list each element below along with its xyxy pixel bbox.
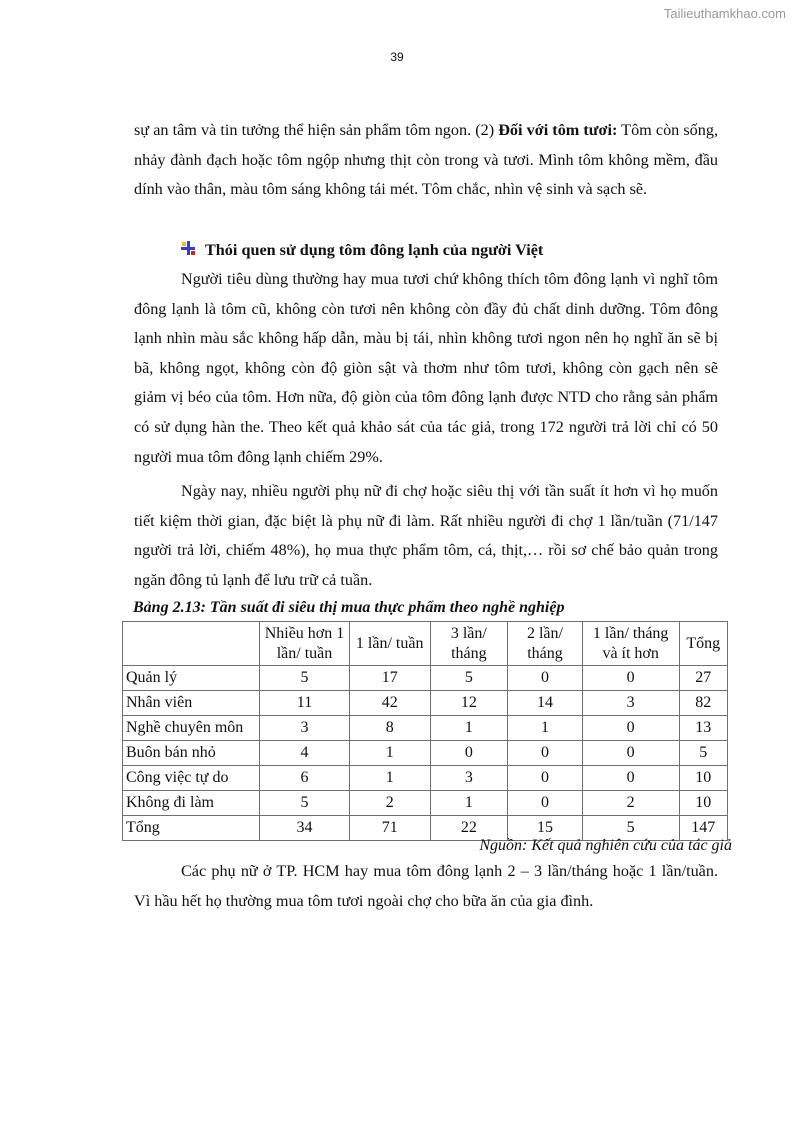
table-cell: 6 xyxy=(260,766,350,791)
table-cell: 13 xyxy=(679,716,727,741)
table-cell: 42 xyxy=(349,691,430,716)
table-cell: 4 xyxy=(260,741,350,766)
header-cell-weekly: 1 lần/ tuần xyxy=(349,622,430,666)
row-label: Quản lý xyxy=(123,666,260,691)
table-cell: 34 xyxy=(260,816,350,841)
table-cell: 1 xyxy=(508,716,583,741)
table-cell: 0 xyxy=(430,741,508,766)
table-cell: 0 xyxy=(582,666,679,691)
table-cell: 12 xyxy=(430,691,508,716)
header-cell-2-monthly: 2 lần/ tháng xyxy=(508,622,583,666)
table-cell: 1 xyxy=(430,716,508,741)
paragraph-shopping-frequency xyxy=(134,477,718,595)
table-cell: 1 xyxy=(430,791,508,816)
section-heading-text: Thói quen sử dụng tôm đông lạnh của người Việt xyxy=(205,241,544,259)
frequency-table xyxy=(122,621,728,841)
table-cell: 17 xyxy=(349,666,430,691)
table-cell: 11 xyxy=(260,691,350,716)
watermark: Tailieuthamkhao.com xyxy=(663,6,786,21)
row-label: Không đi làm xyxy=(123,791,260,816)
table-row xyxy=(123,666,728,691)
table-row xyxy=(123,766,728,791)
table-cell: 0 xyxy=(508,741,583,766)
table-cell: 14 xyxy=(508,691,583,716)
table-cell: 0 xyxy=(508,666,583,691)
table-cell: 3 xyxy=(260,716,350,741)
table-cell: 3 xyxy=(430,766,508,791)
header-cell-occupation xyxy=(123,622,260,666)
row-label: Công việc tự do xyxy=(123,766,260,791)
table-row xyxy=(123,691,728,716)
header-cell-more-than-weekly: Nhiều hơn 1 lần/ tuần xyxy=(260,622,350,666)
para3-text: Ngày nay, nhiều người phụ nữ đi chợ hoặc siêu thị với tần suất ít hơn vì họ muốn tiết kiệm thời gian, đặc biệt là phụ nữ đi làm. Rất nhiều người đi chợ 1 lần/tuần (71/147 người trả lời, chiếm 48%), họ mua thực phẩm tôm, cá, thịt,… rồi sơ chế bảo quản trong ngăn đông tủ lạnh để lưu trữ cả tuần. xyxy=(134,482,718,589)
table-cell: 5 xyxy=(260,666,350,691)
section-heading xyxy=(180,236,543,265)
table-cell: 0 xyxy=(582,716,679,741)
table-row xyxy=(123,791,728,816)
bullet-cross-icon xyxy=(180,240,196,256)
table-cell: 5 xyxy=(582,816,679,841)
para2-text: Người tiêu dùng thường hay mua tươi chứ không thích tôm đông lạnh vì nghĩ tôm đông lạnh là tôm cũ, không còn tươi nên không còn đầy đủ chất dinh dưỡng. Tôm đông lạnh nhìn màu sắc không hấp dẫn, màu bị tái, nhìn không tươi ngon nên họ nghĩ ăn sẽ bị bã, không ngọt, không còn độ giòn sật và thơm như tôm tươi, không còn gạch nên sẽ giảm vị béo của tôm. Hơn nữa, độ giòn của tôm đông lạnh được NTD cho rằng sản phẩm có sử dụng hàn the. Theo kết quả khảo sát của tác giả, trong 172 người trả lời chỉ có 50 người mua tôm đông lạnh chiếm 29%. xyxy=(134,270,718,466)
table-cell: 5 xyxy=(430,666,508,691)
header-cell-3-monthly: 3 lần/ tháng xyxy=(430,622,508,666)
table-cell: 2 xyxy=(349,791,430,816)
table-cell: 0 xyxy=(508,791,583,816)
table-cell: 0 xyxy=(508,766,583,791)
page-number: 39 xyxy=(390,50,404,64)
table-cell: 5 xyxy=(260,791,350,816)
row-label: Tổng xyxy=(123,816,260,841)
table-cell: 82 xyxy=(679,691,727,716)
paragraph-frozen-shrimp xyxy=(134,265,718,472)
para1-text-after: Tôm còn sống, nhảy đành đạch hoặc tôm ngộp nhưng thịt còn trong và tươi. Mình tôm không mềm, đầu dính vào thân, màu tôm sáng không tái mét. Tôm chắc, nhìn vệ sinh và sạch sẽ. xyxy=(134,121,718,199)
table-cell: 27 xyxy=(679,666,727,691)
table-cell: 1 xyxy=(349,741,430,766)
row-label: Nghề chuyên môn xyxy=(123,716,260,741)
table-cell: 1 xyxy=(349,766,430,791)
row-label: Buôn bán nhỏ xyxy=(123,741,260,766)
table-row xyxy=(123,716,728,741)
table-source-note: Nguồn: Kết quả nghiên cứu của tác giả xyxy=(479,837,732,854)
table-cell: 8 xyxy=(349,716,430,741)
para1-text-before: sự an tâm và tin tưởng thể hiện sản phẩm tôm ngon. (2) xyxy=(134,121,499,139)
table-cell: 71 xyxy=(349,816,430,841)
header-cell-monthly-or-less: 1 lần/ tháng và ít hơn xyxy=(582,622,679,666)
table-cell: 3 xyxy=(582,691,679,716)
table-cell: 10 xyxy=(679,791,727,816)
table-cell: 22 xyxy=(430,816,508,841)
table-cell: 2 xyxy=(582,791,679,816)
table-cell: 0 xyxy=(582,766,679,791)
table-cell: 0 xyxy=(582,741,679,766)
table-cell: 15 xyxy=(508,816,583,841)
paragraph-fresh-shrimp xyxy=(134,116,718,205)
para1-bold-term: Đối với tôm tươi: xyxy=(498,121,618,139)
table-cell: 5 xyxy=(679,741,727,766)
table-header-row xyxy=(123,622,728,666)
para4-text: Các phụ nữ ở TP. HCM hay mua tôm đông lạnh 2 – 3 lần/tháng hoặc 1 lần/tuần. Vì hầu hết họ thường mua tôm tươi ngoài chợ cho bữa ăn của gia đình. xyxy=(134,862,718,910)
row-label: Nhân viên xyxy=(123,691,260,716)
table-cell: 147 xyxy=(679,816,727,841)
table-cell: 10 xyxy=(679,766,727,791)
header-cell-total: Tổng xyxy=(679,622,727,666)
table-caption: Bảng 2.13: Tần suất đi siêu thị mua thực phẩm theo nghề nghiệp xyxy=(133,599,565,616)
table-row xyxy=(123,741,728,766)
paragraph-conclusion xyxy=(134,857,718,916)
